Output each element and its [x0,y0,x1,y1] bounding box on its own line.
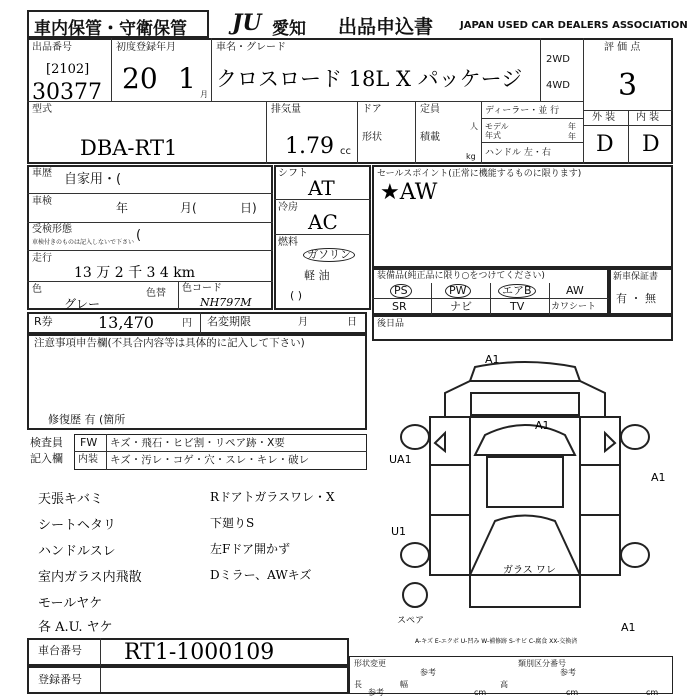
mileage-label: 走行 [32,253,52,264]
hand-note-r2: 下廻りS [210,516,255,530]
usage-value: 自家用・( [64,172,122,187]
association-name: JAPAN USED CAR DEALERS ASSOCIATION [460,20,688,31]
equip-navi: ナビ [450,300,472,313]
equip-tv: TV [510,300,525,313]
handle-label: ハンドル 左・右 [485,148,551,158]
diagram-legend: A-キズ E-エクボ U-凹み W-補修跡 S-サビ C-腐食 XX-交換済 [415,638,578,645]
inspection-month: 月( [180,201,197,215]
type-value: DBA-RT1 [80,136,178,160]
inspector-label: 検査員 [30,436,63,449]
equip-ps: PS [390,284,412,298]
received-label: 受検形態 [32,224,72,235]
inspector-interior-text: キズ・汚レ・コゲ・穴・スレ・キレ・破レ [110,454,310,466]
dim-height: 高 [500,680,508,689]
later-items-label: 後日品 [377,319,405,329]
model-year-unit1: 年 [568,122,576,131]
name-change-label: 名変期限 [207,315,251,328]
color-value: グレー [64,297,101,311]
first-reg-month-unit: 月 [200,90,208,99]
color-code-label: 色コード [182,283,222,294]
mark-a1-top: A1 [485,353,500,366]
drive-2wd: 2WD [546,54,570,65]
repair-history: 修復歴 有 (箇所 [48,413,126,426]
selling-point-label: セールスポイント(正常に機能するものに限ります) [377,169,582,179]
fuel-other: ( ) [290,289,303,302]
lot-label: 出品番号 [32,42,72,53]
color-code-value: NH797M [200,296,252,309]
recycle-unit: 円 [182,318,192,329]
name-change-day: 日 [347,317,357,328]
received-note: 車検付きのものは記入しないで下さい [32,239,135,246]
interior-value: D [642,132,660,157]
ju-logo: JU [232,10,262,36]
selling-point-value: ★AW [380,180,438,205]
hand-note-r4: Dミラー、AWキズ [210,568,312,582]
doors-label: ドア [362,104,382,115]
equip-leather: カワシート [551,302,597,312]
hand-note-2: シートヘタリ [38,518,117,533]
storage-label: 車内保管・守衛保管 [34,19,187,39]
load-label: 積載 [420,132,440,143]
warranty-value: 有 ・ 無 [616,292,656,305]
recycle-label: R券 [34,315,53,328]
shape-change-label: 形状変更 [354,659,386,668]
chassis-value: RT1-1000109 [124,640,275,665]
color-label: 色 [32,284,42,295]
drive-4wd: 4WD [546,80,570,91]
hand-note-1: 天張キバミ [38,492,104,507]
inspector-fw: FW [80,436,98,449]
model-value: クロスロード 18L X パッケージ [216,67,523,91]
first-reg-month: 1 [178,62,196,95]
fuel-gasoline: ガソリン [303,248,355,262]
equipment-label: 装備品(純正品に限り○をつけてください) [377,271,545,281]
exterior-value: D [596,132,614,157]
usage-label: 車歴 [32,168,52,179]
mark-spare: スペア [397,616,425,626]
fuel-label: 燃料 [278,237,298,248]
grade-value: 3 [618,68,638,103]
hand-note-4: 室内ガラス内飛散 [38,570,142,585]
inspector-entry-label: 記入欄 [30,452,63,465]
equip-airbag: エアB [498,284,536,298]
equip-aw: AW [566,284,584,297]
shift-value: AT [308,176,335,200]
hand-note-r3: 左Fドア開かず [210,542,290,556]
brand-name: 愛知 [272,19,306,39]
dim-width: 幅 [400,680,408,689]
lot-number: 30377 [32,80,102,105]
form-title: 出品申込書 [338,16,434,38]
warranty-label: 新車保証書 [613,272,659,282]
displacement-label: 排気量 [271,104,301,115]
model-year-unit2: 年 [568,132,576,141]
load-unit: kg [466,152,476,161]
inspection-day: 日) [240,201,257,215]
body-label: 形状 [362,132,382,143]
mileage-value: 13 万 2 千 3 4 km [74,265,195,281]
received-open: ( [136,228,142,243]
chassis-label: 車台番号 [38,644,82,657]
ac-label: 冷房 [278,202,298,213]
hand-note-5: モールヤケ [38,596,103,611]
mark-a1-bottom: A1 [621,621,636,634]
name-change-month: 月 [298,317,308,328]
mark-u1: U1 [391,525,407,538]
mark-a1-right: A1 [651,471,666,484]
model-year-label: モデル 年式 [485,122,509,140]
first-reg-label: 初度登録年月 [116,42,176,53]
inspector-interior: 内装 [78,454,98,465]
displacement-value: 1.79 [285,134,334,159]
lot-code: [2102] [46,62,90,77]
dealer-label: ディーラー・並 行 [485,106,560,116]
dim-ref: 参考 [368,688,384,697]
inspector-fw-text: キズ・飛石・ヒビ割・リペア跡・X要 [110,437,285,449]
first-reg-year: 20 [122,62,158,95]
hand-note-r1: Rドアトガラスワレ・X [210,490,335,504]
color-change-label: 色替 [146,288,166,299]
later-items-box [372,315,673,341]
fuel-diesel: 軽 油 [304,269,330,282]
recycle-value: 13,470 [98,313,154,332]
shift-label: シフト [278,168,308,179]
recycle-box [27,312,367,334]
type-label: 型式 [32,104,52,115]
mark-glass-crack: ガラス ワレ [503,565,556,576]
exterior-label: 外 装 [592,112,616,123]
hand-note-3: ハンドルスレ [38,544,116,559]
shape-change-ref: 参考 [420,668,436,677]
capacity-unit: 人 [470,122,478,131]
dim-cm-1: cm [474,688,487,697]
notes-label: 注意事項申告欄(不具合内容等は具体的に記入して下さい) [34,337,305,349]
dim-cm-3: cm [646,688,659,697]
car-damage-diagram [375,345,673,645]
modification-box [349,656,673,694]
dim-change-ref: 参考 [560,668,576,677]
inspection-label: 車検 [32,196,52,207]
ac-value: AC [308,210,338,234]
dim-length: 長 [354,680,362,689]
mark-a1-roof: A1 [535,419,550,432]
equip-sr: SR [392,300,407,313]
capacity-label: 定員 [420,104,440,115]
model-label: 車名・グレード [216,42,286,53]
equip-pw: PW [445,284,471,298]
grade-label: 評 価 点 [604,42,641,53]
displacement-unit: cc [340,146,351,157]
interior-label: 内 装 [636,112,660,123]
dim-change-label: 類別区分番号 [518,659,566,668]
dim-cm-2: cm [566,688,579,697]
mark-ua1: UA1 [389,453,412,466]
inspection-year: 年 [116,201,129,215]
registration-label: 登録番号 [38,673,82,686]
hand-note-6: 各 A.U. ヤケ [38,620,113,635]
